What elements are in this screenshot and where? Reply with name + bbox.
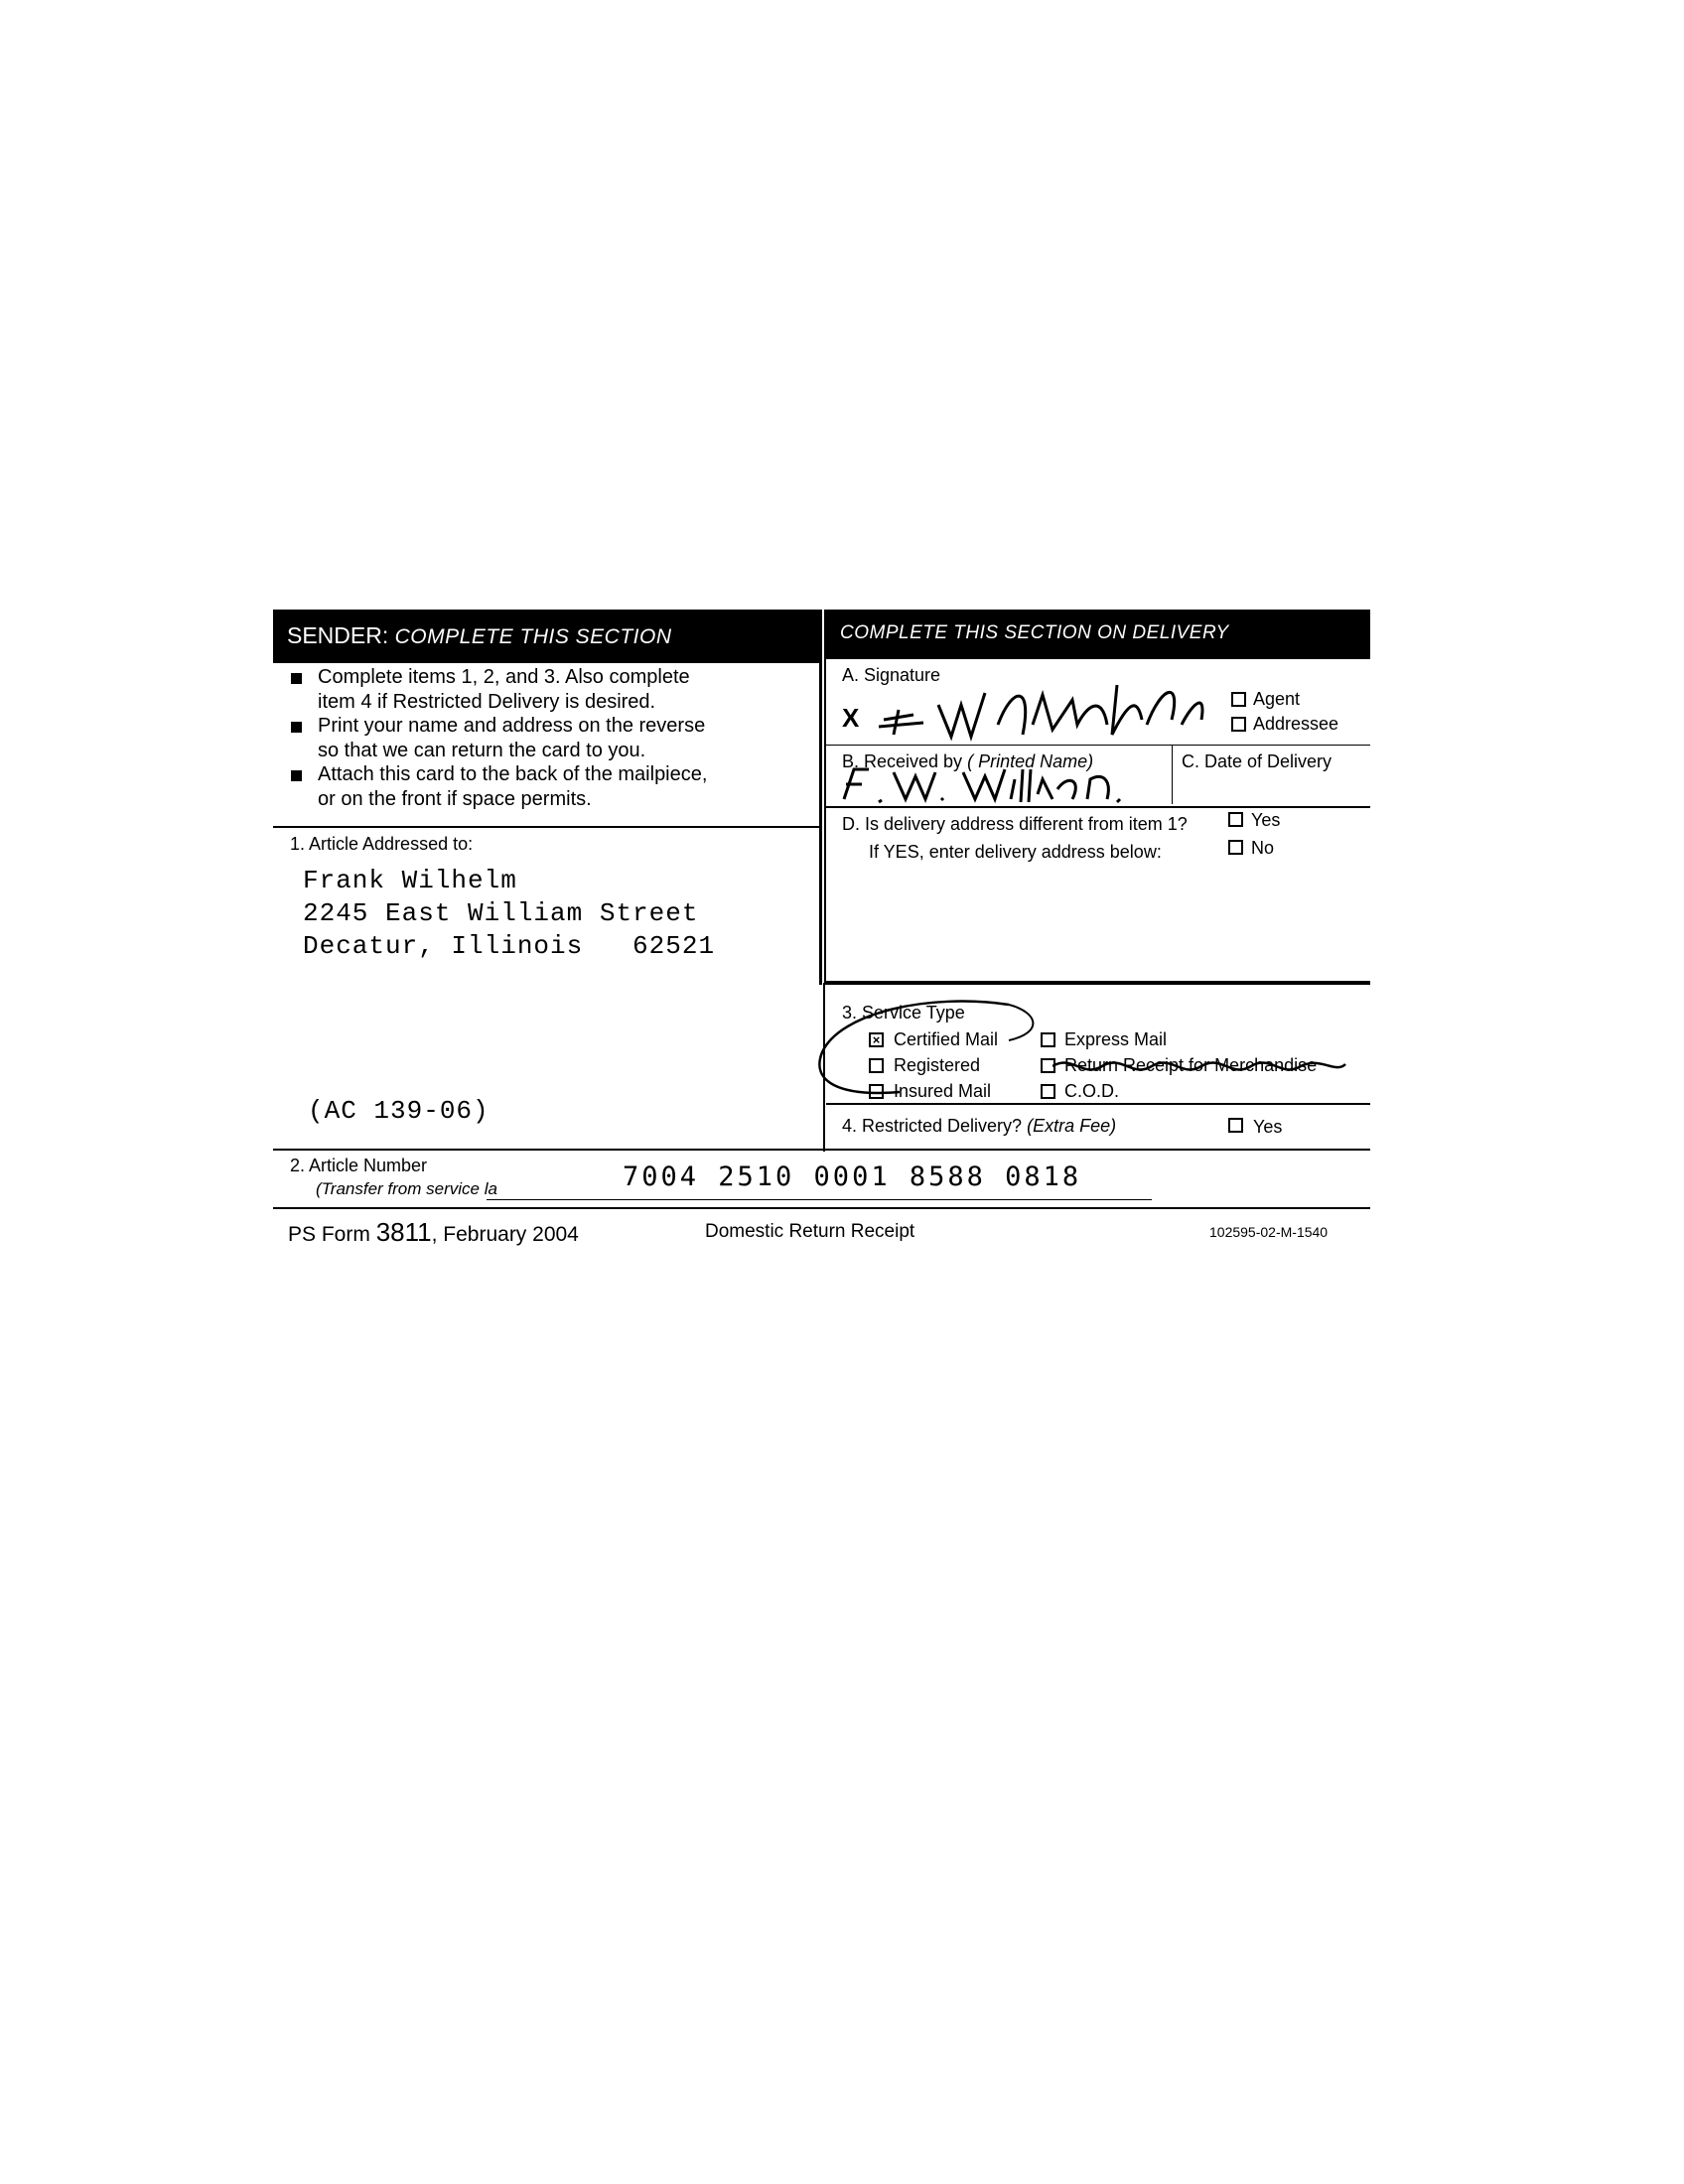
cod-checkbox[interactable] [1041,1084,1055,1099]
express-mail-checkbox[interactable] [1041,1032,1055,1047]
date-of-delivery-label: C. Date of Delivery [1182,751,1333,771]
address-line: 2245 East William Street [303,898,699,928]
form-identifier: PS Form 3811, February 2004 [288,1217,579,1247]
certified-mail-label: Certified Mail [894,1029,999,1049]
signature-label: A. Signature [842,665,941,685]
bullet-icon [291,770,302,781]
form-code: 102595-02-M-1540 [1209,1224,1329,1240]
delivery-header [826,610,1370,659]
insured-mail-label: Insured Mail [894,1081,992,1101]
signature-rule [826,745,1370,746]
left-section-rule [273,826,820,828]
received-by-label: B. Received by ( Printed Name) [842,751,1094,771]
bullet-icon [291,673,302,684]
article-top-rule [273,1149,1370,1151]
agent-label: Agent [1253,689,1301,709]
sender-header-italic: COMPLETE THIS SECTION [394,625,672,648]
restricted-yes-checkbox[interactable] [1228,1118,1243,1133]
different-yes-checkbox[interactable] [1228,812,1243,827]
sender-header [273,610,819,663]
form-title: Domestic Return Receipt [705,1221,915,1242]
article-number-sublabel: (Transfer from service la [316,1179,497,1198]
article-number-underline [487,1199,1152,1200]
service-bottom-rule [826,1103,1370,1105]
different-yes-label: Yes [1251,810,1281,830]
reference-code: (AC 139-06) [308,1096,490,1126]
different-no-checkbox[interactable] [1228,840,1243,855]
article-addressed-label: 1. Article Addressed to: [290,834,474,854]
article-number-label: 2. Article Number [290,1156,428,1175]
sender-header-bold: SENDER: [287,622,389,648]
certified-mail-checkbox[interactable]: × [869,1032,884,1047]
signature-x-mark: X [842,703,860,733]
address-bottom-rule [826,981,1370,985]
cod-label: C.O.D. [1064,1081,1120,1101]
address-line: Frank Wilhelm [303,866,517,895]
printed-name-handwriting [834,764,1172,809]
agent-checkbox[interactable] [1231,692,1246,707]
restricted-delivery-label: 4. Restricted Delivery? (Extra Fee) [842,1116,1117,1136]
different-no-label: No [1251,838,1275,858]
footer-top-rule [273,1207,1370,1209]
if-yes-label: If YES, enter delivery address below: [869,842,1162,862]
instruction-3: Attach this card to the back of the mailpiece, or on the front if space permits. [318,763,708,810]
return-receipt-label: Return Receipt for Merchandise [1064,1055,1318,1075]
address-line: Decatur, Illinois 62521 [303,931,716,961]
bullet-icon [291,722,302,733]
addressee-checkbox[interactable] [1231,717,1246,732]
signature-handwriting [864,665,1221,745]
instruction-1: Complete items 1, 2, and 3. Also complete item 4 if Restricted Delivery is desired. [318,666,690,713]
delivery-header-text: COMPLETE THIS SECTION ON DELIVERY [840,622,1229,643]
insured-mail-checkbox[interactable] [869,1084,884,1099]
addressee-label: Addressee [1253,714,1339,734]
registered-label: Registered [894,1055,981,1075]
center-divider [819,610,822,985]
service-type-label: 3. Service Type [842,1003,965,1023]
restricted-yes-label: Yes [1253,1117,1283,1137]
instruction-2: Print your name and address on the reverse so that we can return the card to you. [318,715,706,761]
express-mail-label: Express Mail [1064,1029,1168,1049]
strikethrough-scribble [1052,1054,1350,1080]
date-divider [1172,745,1173,804]
registered-checkbox[interactable] [869,1058,884,1073]
different-address-label: D. Is delivery address different from item 1? [842,814,1188,834]
center-divider-inner [824,610,826,985]
article-number-value: 7004 2510 0001 8588 0818 [623,1161,1082,1192]
